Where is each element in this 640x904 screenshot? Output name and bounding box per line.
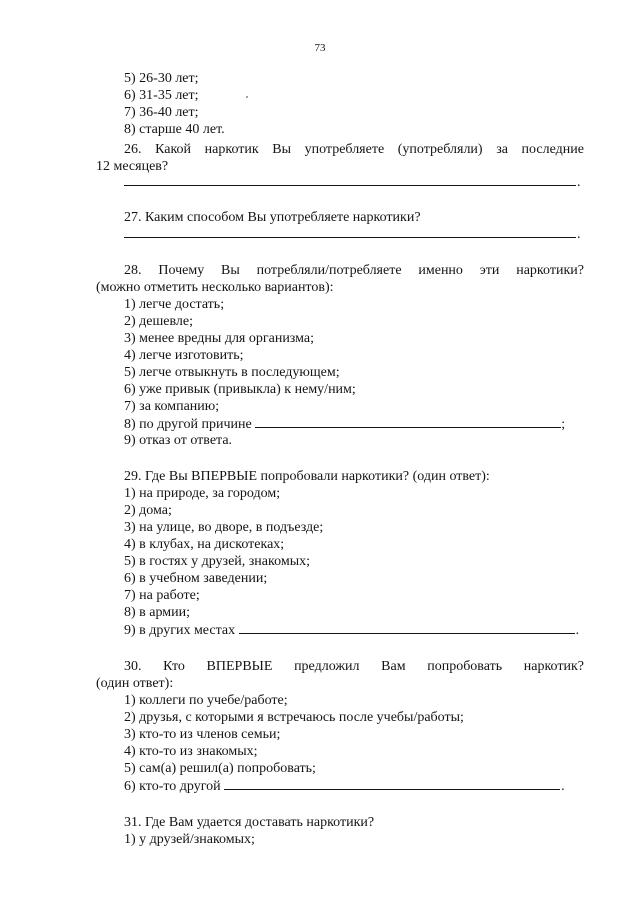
- page-number: 73: [314, 42, 326, 54]
- q25-option-8: 8) старше 40 лет.: [124, 122, 225, 137]
- q29-option-9: 9) в других местах .: [124, 623, 580, 638]
- q26-question-line2: 12 месяцев?: [96, 159, 169, 174]
- answer-blank[interactable]: [224, 777, 560, 790]
- q28-option-4: 4) легче изготовить;: [124, 348, 244, 363]
- q31-option-1: 1) у друзей/знакомых;: [124, 832, 255, 847]
- q31-question: 31. Где Вам удается доставать наркотики?: [124, 815, 375, 830]
- q28-option-3: 3) менее вредны для организма;: [124, 331, 315, 346]
- q28-option-1: 1) легче достать;: [124, 297, 225, 312]
- q30-option-4: 4) кто-то из знакомых;: [124, 744, 258, 759]
- q27-question: 27. Каким способом Вы употребляете наркотики?: [124, 210, 421, 225]
- q25-option-6: 6) 31-35 лет;: [124, 88, 199, 103]
- q28-option-7: 7) за компанию;: [124, 399, 220, 414]
- q25-option-7: 7) 36-40 лет;: [124, 105, 199, 120]
- q29-question: 29. Где Вы ВПЕРВЫЕ попробовали наркотики? (один ответ):: [124, 469, 490, 484]
- answer-blank[interactable]: [124, 225, 576, 238]
- q28-option-8: 8) по другой причине ;: [124, 417, 566, 432]
- q30-option-5: 5) сам(а) решил(а) попробовать;: [124, 761, 316, 776]
- q30-option-3: 3) кто-то из членов семьи;: [124, 727, 281, 742]
- answer-blank[interactable]: [255, 415, 561, 428]
- q30-option-6: 6) кто-то другой .: [124, 779, 565, 794]
- q30-option-2: 2) друзья, с которыми я встречаюсь после учебы/работы;: [124, 710, 464, 725]
- q28-question-line2: (можно отметить несколько вариантов):: [96, 280, 334, 295]
- answer-blank[interactable]: [239, 621, 575, 634]
- q28-question-line1: 28. Почему Вы потребляли/потребляете именно эти наркотики?: [124, 263, 584, 278]
- scan-speck: [246, 96, 248, 98]
- q29-option-8: 8) в армии;: [124, 605, 191, 620]
- q28-option-9: 9) отказ от ответа.: [124, 433, 233, 448]
- answer-blank[interactable]: [124, 173, 576, 186]
- q30-question-line1: 30. Кто ВПЕРВЫЕ предложил Вам попробовать наркотик?: [124, 659, 584, 674]
- q26-answer-line[interactable]: .: [124, 173, 581, 191]
- q29-option-7: 7) на работе;: [124, 588, 200, 603]
- q29-option-5: 5) в гостях у друзей, знакомых;: [124, 554, 310, 569]
- q29-option-6: 6) в учебном заведении;: [124, 571, 268, 586]
- q26-question-line1: 26. Какой наркотик Вы употребляете (употребляли) за последние: [124, 142, 584, 157]
- q30-option-1: 1) коллеги по учебе/работе;: [124, 693, 288, 708]
- q29-option-1: 1) на природе, за городом;: [124, 486, 281, 501]
- q29-option-3: 3) на улице, во дворе, в подъезде;: [124, 520, 324, 535]
- q29-option-4: 4) в клубах, на дискотеках;: [124, 537, 285, 552]
- q28-option-6: 6) уже привык (привыкла) к нему/ним;: [124, 382, 356, 397]
- q28-option-2: 2) дешевле;: [124, 314, 194, 329]
- q28-option-5: 5) легче отвыкнуть в последующем;: [124, 365, 340, 380]
- q25-option-5: 5) 26-30 лет;: [124, 71, 199, 86]
- q27-answer-line[interactable]: .: [124, 225, 581, 243]
- q30-question-line2: (один ответ):: [96, 676, 174, 691]
- q29-option-2: 2) дома;: [124, 503, 172, 518]
